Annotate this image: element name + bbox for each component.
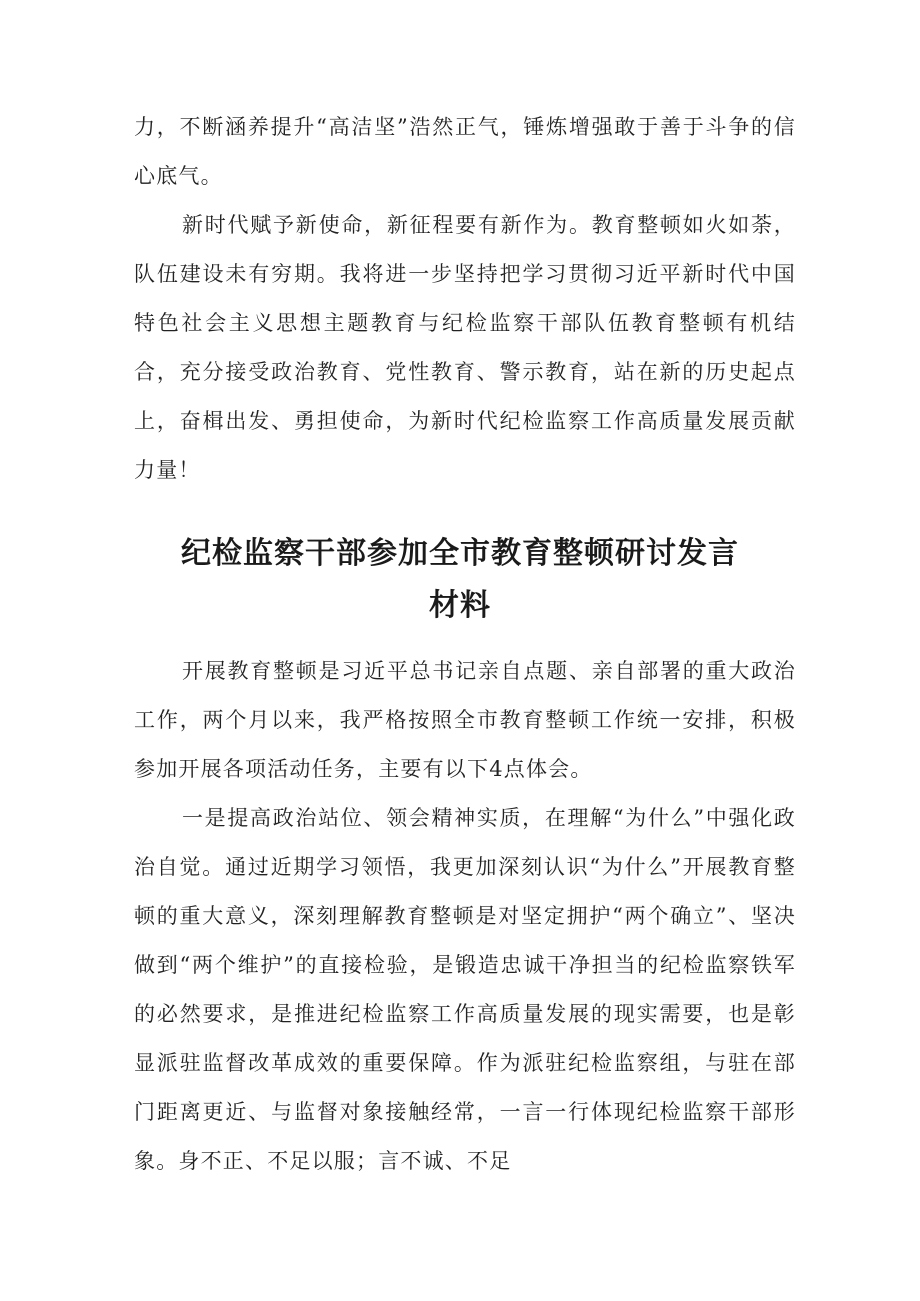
- paragraph-continuation: 力，不断涵养提升“高洁坚”浩然正气，锤炼增强敢于善于斗争的信心底气。: [134, 115, 796, 188]
- section-title-line-1: 纪检监察干部参加全市教育整顿研讨发言: [181, 536, 739, 571]
- paragraph-intro: 开展教育整顿是习近平总书记亲自点题、亲自部署的重大政治工作，两个月以来，我严格按照全市教育整顿工作统一安排，积极参加开展各项活动任务，主要有以下4点体会。: [134, 659, 796, 781]
- section-title: [120, 528, 800, 632]
- paragraph-point-one: 一是提高政治站位、领会精神实质，在理解“为什么”中强化政治自觉。通过近期学习领悟，我更加深刻认识“为什么”开展教育整顿的重大意义，深刻理解教育整顿是对坚定拥护“两个确立”、坚决做到“两个维护”的直接检验，是锻造忠诚干净担当的纪检监察铁军的必然要求，是推进纪检监察工作高质量发展的现实需要，也是彰显派驻监督改革成效的重要保障。作为派驻纪检监察组，与驻在部门距离更近、与监督对象接触经常，一言一行体现纪检监察干部形象。身不正、不足以服；言不诚、不足: [134, 806, 796, 1173]
- section-title-line-2: 材料: [429, 588, 491, 623]
- paragraph-new-era: 新时代赋予新使命，新征程要有新作为。教育整顿如火如荼，队伍建设未有穷期。我将进一步坚持把学习贯彻习近平新时代中国特色社会主义思想主题教育与纪检监察干部队伍教育整顿有机结合，充分接受政治教育、党性教育、警示教育，站在新的历史起点上，奋楫出发、勇担使命，为新时代纪检监察工作高质量发展贡献力量！: [134, 213, 796, 482]
